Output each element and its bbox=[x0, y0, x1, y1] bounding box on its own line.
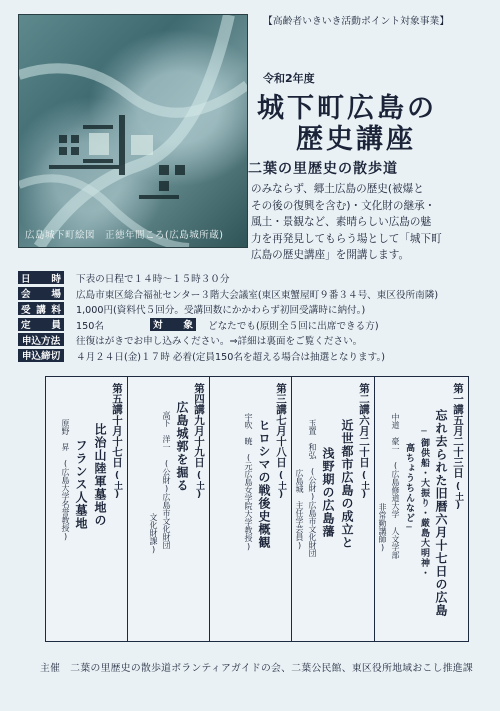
lecture-weekday: (土) bbox=[276, 471, 286, 500]
map-caption: 広島城下町絵図 正徳年間ころ(広島城所蔵) bbox=[25, 230, 224, 241]
lecture-weekday: (土) bbox=[112, 471, 122, 500]
lecturer-name: 高下 洋一 (公財)広島市文化財団 bbox=[162, 411, 171, 549]
page-title-line2: 歴史講座 bbox=[296, 124, 416, 155]
lecture-date: 九月十九日 bbox=[193, 414, 205, 467]
info-value-schedule: 下表の日程で１４時～１５時３０分 bbox=[76, 274, 230, 285]
lecturer-name: 中道 豪一 (広島修道大学 人文学部 bbox=[391, 413, 400, 559]
intro-line: のみならず、郷土広島の歴史(被爆と bbox=[251, 183, 424, 195]
lecture-title: 忘れ去られた旧暦六月十七日の広島 bbox=[434, 409, 448, 617]
info-row-fee bbox=[18, 301, 488, 317]
info-label-apply-method: 申込方法 bbox=[18, 333, 64, 346]
info-row-schedule bbox=[18, 270, 488, 286]
lecture-4 bbox=[127, 377, 209, 641]
lecture-weekday: (土) bbox=[359, 471, 369, 500]
lecture-title: ヒロシマの戦後史概観 bbox=[257, 419, 271, 549]
info-label-capacity: 定 員 bbox=[18, 318, 64, 331]
intro-paragraph bbox=[251, 181, 495, 264]
lecture-date: 六月二十日 bbox=[358, 414, 370, 467]
lecture-date: 七月十八日 bbox=[275, 414, 287, 467]
lecture-title: 広島城郭を掘る bbox=[175, 401, 189, 492]
info-label-fee: 受 講 料 bbox=[18, 302, 64, 315]
lecture-3 bbox=[209, 377, 291, 641]
lecture-date: 五月二十三日 bbox=[452, 414, 464, 478]
lecturer-affiliation: 非常勤講師) bbox=[378, 503, 387, 552]
info-label-target: 対 象 bbox=[150, 318, 196, 331]
lecturer-name: 玉置 和弘 (公財)広島市文化財団 bbox=[308, 419, 317, 557]
info-value-target: どなたでも(原則全５回に出席できる方) bbox=[208, 320, 379, 332]
info-row-deadline bbox=[18, 348, 488, 364]
lecture-subtitle: ─御供船・大振り・厳島大明神・ bbox=[419, 427, 429, 578]
info-value-fee: 1,000円(資料代５回分。受講回数にかかわらず初回受講時に納付。) bbox=[76, 305, 366, 317]
lecture-2 bbox=[291, 377, 374, 641]
lecture-schedule bbox=[45, 376, 469, 642]
info-row-capacity bbox=[18, 317, 488, 333]
lecture-subtitle: 高ちょうちんなど─ bbox=[404, 443, 414, 534]
lecture-1 bbox=[374, 377, 468, 641]
lecture-number: 第二講 bbox=[358, 383, 370, 415]
info-label-venue: 会 場 bbox=[18, 287, 64, 300]
fiscal-year-label: 令和2年度 bbox=[263, 72, 315, 85]
lecture-date: 十月十七日 bbox=[111, 414, 123, 467]
lecture-title: 比治山陸軍墓地の bbox=[93, 423, 107, 527]
castle-town-map-image bbox=[18, 14, 248, 248]
lecture-title: フランス人墓地 bbox=[74, 439, 88, 530]
lecture-number: 第三講 bbox=[275, 383, 287, 415]
info-value-capacity: 150名 bbox=[76, 320, 104, 332]
info-value-venue: 広島市東区総合福祉センター３階大会議室(東区東蟹屋町９番３４号、東区役所南隣) bbox=[76, 289, 439, 301]
lecture-title: 近世都市広島の成立と bbox=[340, 419, 354, 549]
lecture-title: 浅野期の広島藩 bbox=[321, 447, 335, 538]
info-label-schedule: 日 時 bbox=[18, 271, 64, 284]
info-value-apply-method: 往復はがきでお申し込みください。⇒詳細は裏面をご覧ください。 bbox=[76, 336, 363, 348]
info-label-deadline: 申込締切 bbox=[18, 349, 64, 362]
page-title-line1: 城下町広島の bbox=[257, 93, 437, 124]
info-value-deadline: ４月２４日(金)１７時 必着(定員150名を超える場合は抽選となります。) bbox=[76, 351, 385, 363]
intro-line: その後の復興を含む)・文化財の継承・ bbox=[251, 199, 436, 212]
lecturer-name: 宇吹 暁 (元広島女学院大学教授) bbox=[244, 413, 253, 551]
lecturer-affiliation: 広島城 主任学芸員) bbox=[295, 469, 304, 550]
info-row-apply-method bbox=[18, 332, 488, 348]
intro-line: 風土・景観など、素晴らしい広島の魅 bbox=[251, 216, 432, 228]
points-badge: 【高齢者いきいき活動ポイント対象事業】 bbox=[263, 16, 450, 27]
organizer-credits: 主催 二葉の里歴史の散歩道ボランティアガイドの会、二葉公民館、東区役所地域おこし推進課 bbox=[40, 663, 473, 674]
intro-line: 広島の歴史講座」を開講します。 bbox=[251, 249, 410, 261]
event-info-table bbox=[18, 270, 488, 364]
lecturer-affiliation: 文化財課) bbox=[149, 513, 158, 554]
lecture-5 bbox=[46, 377, 127, 641]
lecture-number: 第五講 bbox=[111, 383, 123, 415]
subheading: 二葉の里歴史の散歩道 bbox=[248, 161, 398, 177]
lecture-weekday: (土) bbox=[453, 481, 463, 511]
intro-line: 力を再発見してもらう場として「城下町 bbox=[251, 232, 442, 245]
lecture-weekday: (土) bbox=[194, 471, 204, 500]
lecture-number: 第四講 bbox=[193, 383, 205, 415]
info-row-venue bbox=[18, 286, 488, 302]
lecturer-name: 原野 昇 (広島大学名誉教授) bbox=[61, 419, 70, 541]
lecture-number: 第一講 bbox=[452, 383, 464, 415]
